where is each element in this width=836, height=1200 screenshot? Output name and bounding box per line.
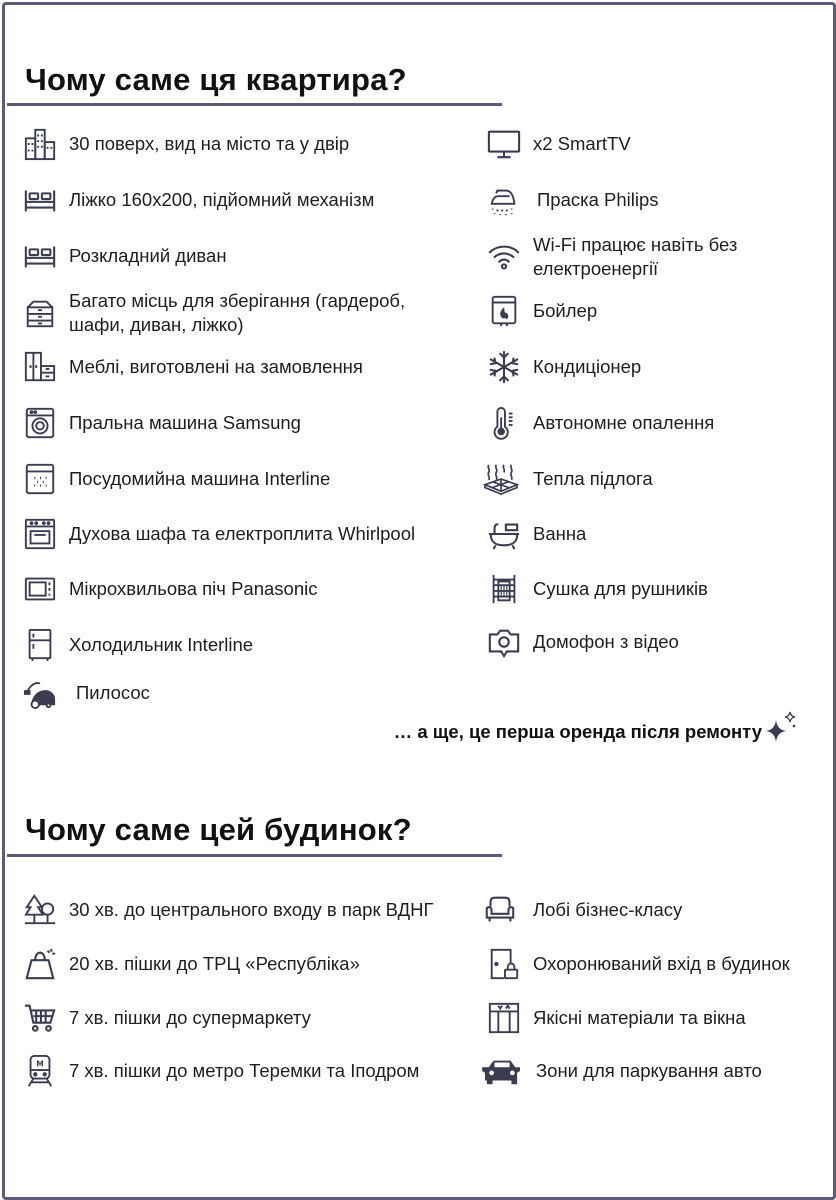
- apartment-item-bed: [22, 178, 374, 222]
- item-label: 7 хв. пішки до метро Теремки та Іподром: [69, 1060, 420, 1081]
- dishwasher-icon: [22, 461, 58, 497]
- apartment-item-boiler: [486, 289, 597, 333]
- apartment-item-vacuum: [22, 671, 150, 715]
- apartment-item-fridge: [22, 623, 253, 667]
- building-title-underline: [7, 854, 502, 857]
- apartment-title-underline: [7, 103, 502, 106]
- apartment-item-tv: [486, 122, 631, 166]
- apartment-item-oven: [22, 512, 415, 556]
- building-item-parking: [480, 1049, 762, 1093]
- apartment-item-bath: [486, 512, 586, 556]
- apartment-item-intercom: [486, 620, 679, 664]
- thermometer-icon: [486, 405, 522, 441]
- item-label: Охоронюваний вхід в будинок: [533, 953, 790, 974]
- apartment-item-dishwasher: [22, 457, 330, 501]
- item-label: 30 поверх, вид на місто та у двір: [69, 133, 350, 154]
- vacuum-icon: [22, 675, 58, 711]
- item-label: Пилосос: [76, 682, 150, 703]
- apartment-item-sofa: [22, 234, 227, 278]
- apartment-item-ac: [486, 345, 641, 389]
- wifi-icon: [486, 239, 522, 275]
- snowflake-icon: [486, 349, 522, 385]
- item-label: Мікрохвильова піч Panasonic: [69, 578, 318, 599]
- iron-icon: [486, 182, 522, 218]
- building-item-park: [22, 888, 434, 932]
- building-item-metro: [22, 1049, 419, 1093]
- microwave-icon: [22, 571, 58, 607]
- apartment-item-floor: [22, 122, 349, 166]
- item-label: 20 хв. пішки до ТРЦ «Республіка»: [69, 953, 360, 974]
- building-item-lobby: [482, 888, 682, 932]
- building-item-materials: [486, 996, 746, 1040]
- apartment-item-towel-dryer: [486, 567, 708, 611]
- tv-icon: [486, 126, 522, 162]
- item-label: Холодильник Interline: [69, 634, 254, 655]
- building-item-secure-entrance: [486, 942, 790, 986]
- apartment-item-furniture: [22, 345, 363, 389]
- metro-icon: [22, 1053, 58, 1089]
- bed-icon: [22, 182, 58, 218]
- heated-floor-icon: [480, 461, 522, 497]
- wardrobe-icon: [22, 349, 58, 385]
- shopping-bag-icon: [22, 946, 58, 982]
- item-label: 30 хв. до центрального входу в парк ВДНГ: [69, 899, 434, 920]
- apartment-item-floor-heating: [480, 457, 653, 501]
- apartment-item-microwave: [22, 567, 317, 611]
- item-label: Посудомийна машина Interline: [69, 468, 331, 489]
- item-label: Лобі бізнес-класу: [533, 899, 683, 920]
- svg-text:M: M: [36, 1059, 44, 1069]
- bathtub-icon: [486, 516, 522, 552]
- item-label: Пральна машина Samsung: [69, 412, 301, 433]
- cart-icon: [22, 1000, 58, 1036]
- item-label: Бойлер: [533, 300, 598, 321]
- item-label: Меблі, виготовлені на замовлення: [69, 356, 363, 377]
- apartment-item-heating: [486, 401, 714, 445]
- oven-icon: [22, 516, 58, 552]
- item-label: Праска Philips: [537, 189, 659, 210]
- item-label: Якісні матеріали та вікна: [533, 1007, 746, 1028]
- fridge-icon: [22, 627, 58, 663]
- armchair-icon: [482, 892, 518, 928]
- bed-icon: [22, 238, 58, 274]
- washing-machine-icon: [22, 405, 58, 441]
- item-label: Тепла підлога: [533, 468, 653, 489]
- item-label: Багато місць для зберігання (гардероб, шафи, диван, ліжко): [69, 290, 406, 335]
- building-title: Чому саме цей будинок?: [25, 812, 412, 847]
- building-item-supermarket: [22, 996, 311, 1040]
- renovation-note: … а ще, це перша оренда після ремонту: [393, 721, 762, 742]
- item-label: Кондиціонер: [533, 356, 642, 377]
- item-label: Зони для паркування авто: [536, 1060, 762, 1081]
- item-label: Ванна: [533, 523, 587, 544]
- locked-door-icon: [486, 946, 522, 982]
- item-label: x2 SmartTV: [533, 133, 631, 154]
- apartment-item-storage: [22, 289, 462, 337]
- buildings-icon: [22, 126, 58, 162]
- boiler-icon: [486, 293, 522, 329]
- sparkle-icon: [764, 710, 798, 744]
- park-icon: [22, 892, 58, 928]
- apartment-title: Чому саме ця квартира?: [25, 62, 407, 97]
- apartment-item-wifi: [486, 233, 816, 281]
- car-icon: [480, 1053, 524, 1089]
- item-label: Автономне опалення: [533, 412, 715, 433]
- building-item-mall: [22, 942, 360, 986]
- item-label: Домофон з відео: [533, 631, 679, 652]
- item-label: 7 хв. пішки до супермаркету: [69, 1007, 311, 1028]
- towel-dryer-icon: [486, 571, 522, 607]
- item-label: Духова шафа та електроплита Whirlpool: [69, 523, 416, 544]
- window-icon: [486, 1000, 522, 1036]
- item-label: Ліжко 160х200, підйомний механізм: [69, 189, 375, 210]
- drawers-icon: [22, 295, 58, 331]
- item-label: Wi-Fi працює навіть без електроенергії: [533, 234, 738, 279]
- apartment-item-washer: [22, 401, 301, 445]
- apartment-item-iron: [486, 178, 659, 222]
- camera-icon: [486, 624, 522, 660]
- item-label: Розкладний диван: [69, 245, 227, 266]
- item-label: Сушка для рушників: [533, 578, 708, 599]
